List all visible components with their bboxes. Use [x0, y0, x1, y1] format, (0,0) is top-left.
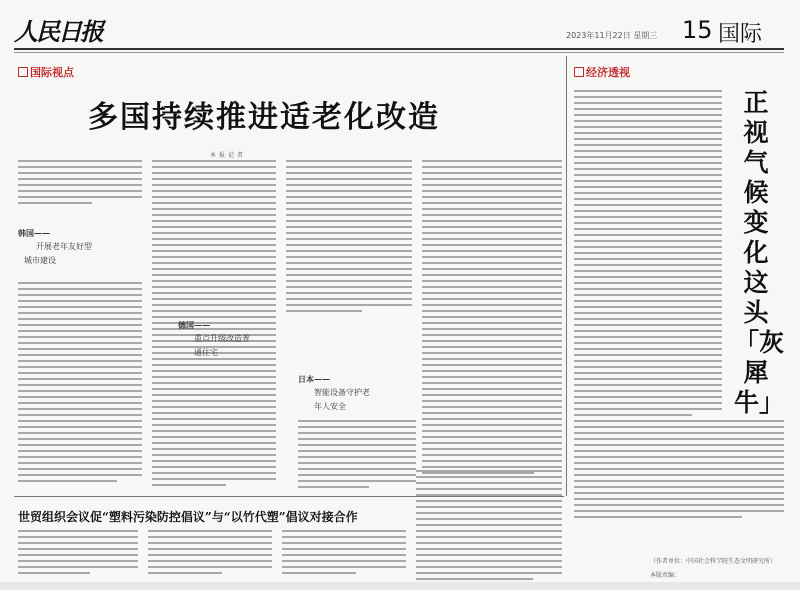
subhead-korea: 韩国—— 开展老年友好型 城市建设: [18, 228, 92, 265]
bottom-headline: 世贸组织会议促“塑料污染防控倡议”与“以竹代塑”倡议对接合作: [18, 510, 358, 524]
sidebar-headline: 正视气候变化这头「灰犀牛」: [734, 88, 785, 417]
page-editors: 本版责编：: [650, 572, 681, 579]
issue-date: 2023年11月22日 星期三: [566, 31, 658, 40]
main-column-3: [286, 160, 412, 316]
section-name: 国际: [718, 22, 763, 47]
sidebar-kicker: 经济透视: [574, 64, 630, 80]
main-column-1: [18, 160, 142, 208]
column-divider: [566, 56, 567, 496]
bottom-column-3: [282, 530, 406, 578]
bottom-column-2: [148, 530, 272, 578]
masthead-rule: [14, 48, 784, 50]
bottom-column-4: [416, 470, 562, 584]
subhead-japan: 日本—— 智能设备守护老 年人安全: [298, 374, 370, 411]
main-headline: 多国持续推进适老化改造: [88, 100, 440, 135]
kicker-icon: [18, 67, 28, 77]
main-column-3b: [298, 420, 416, 492]
bottom-column-1: [18, 530, 138, 578]
page-number: 15: [682, 16, 713, 44]
sidebar-footnote: （作者单位：中国社会科学院生态文明研究所）: [650, 558, 777, 565]
page-bottom-edge: [0, 582, 800, 590]
main-column-1b: [18, 282, 142, 486]
masthead-rule-thin: [14, 52, 784, 53]
subhead-germany: 德国—— 重点升级改造普 通住宅: [178, 320, 250, 357]
sidebar-column-wide: [574, 420, 784, 522]
sidebar-column: [574, 90, 722, 420]
masthead: [14, 12, 784, 48]
main-byline: 本报记者: [210, 152, 247, 159]
main-column-4: [422, 160, 562, 478]
newspaper-logo: 人民日报: [14, 17, 102, 46]
main-kicker: 国际视点: [18, 64, 74, 80]
kicker-icon: [574, 67, 584, 77]
